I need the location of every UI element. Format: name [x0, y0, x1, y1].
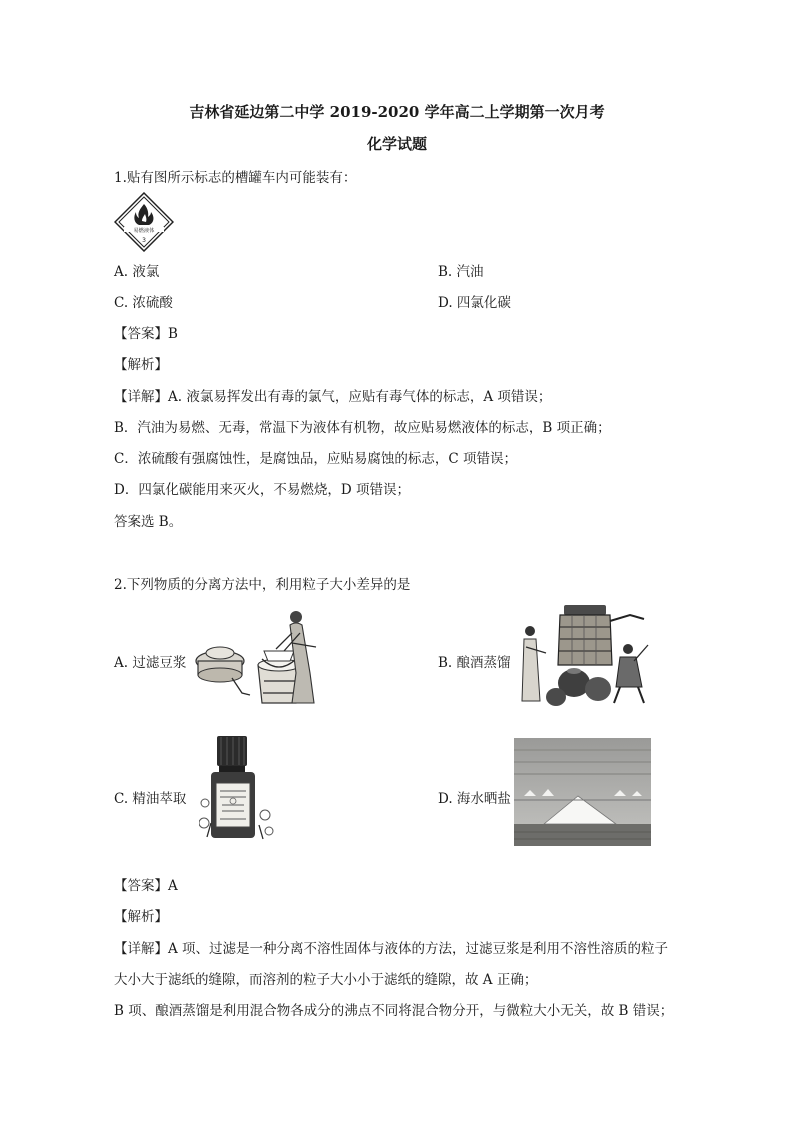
q1-option-d: D. 四氯化碳	[438, 295, 511, 311]
q1-detail-line: 【详解】A. 液氯易挥发出有毒的氯气，应贴有毒气体的标志，A 项错误；	[114, 389, 552, 405]
q1-option-a: A. 液氯	[114, 264, 160, 280]
q2-option-c: C. 精油萃取	[114, 791, 187, 807]
q1-detail-line: D．四氯化碳能用来灭火，不易燃烧，D 项错误；	[114, 482, 410, 498]
q2-option-b: B. 酿酒蒸馏	[438, 655, 511, 671]
question-2-stem: 2.下列物质的分离方法中，利用粒子大小差异的是	[114, 577, 411, 593]
q2-detail-line: 【详解】A 项、过滤是一种分离不溶性固体与液体的方法，过滤豆浆是利用不溶性溶质的粒子	[114, 941, 669, 957]
q2-detail-line: 大小大于滤纸的缝隙，而溶剂的粒子大小小于滤纸的缝隙，故 A 正确；	[114, 972, 538, 988]
q1-option-b: B. 汽油	[438, 264, 484, 280]
q2-option-a: A. 过滤豆浆	[114, 655, 187, 671]
soymilk-filtering-illustration	[192, 603, 322, 707]
page-subtitle: 化学试题	[366, 135, 427, 153]
q2-option-d: D. 海水晒盐	[438, 791, 511, 807]
essential-oil-bottle-illustration	[199, 733, 279, 845]
q2-analysis-heading: 【解析】	[114, 909, 168, 925]
sign-class-number: 3	[142, 237, 146, 244]
flammable-liquid-sign	[114, 192, 174, 252]
question-1-stem: 1.贴有图所示标志的槽罐车内可能装有：	[114, 170, 357, 186]
q1-detail-line: C．浓硫酸有强腐蚀性，是腐蚀品，应贴易腐蚀的标志，C 项错误；	[114, 451, 517, 467]
q1-detail-line: 答案选 B。	[114, 514, 183, 530]
q2-detail-line: B 项、酿酒蒸馏是利用混合物各成分的沸点不同将混合物分开，与微粒大小无关，故 B 错误；	[114, 1003, 674, 1019]
page-title: 吉林省延边第二中学 2019-2020 学年高二上学期第一次月考	[189, 103, 605, 121]
sea-salt-evaporation-illustration	[514, 738, 651, 846]
q1-answer: 【答案】B	[114, 326, 178, 342]
q1-option-c: C. 浓硫酸	[114, 295, 173, 311]
q1-analysis-heading: 【解析】	[114, 357, 168, 373]
q2-answer: 【答案】A	[114, 878, 178, 894]
q1-detail-line: B．汽油为易燃、无毒，常温下为液体有机物，故应贴易燃液体的标志，B 项正确；	[114, 420, 611, 436]
sign-label: 易燃液体	[133, 228, 155, 234]
liquor-distillation-illustration	[516, 601, 652, 709]
